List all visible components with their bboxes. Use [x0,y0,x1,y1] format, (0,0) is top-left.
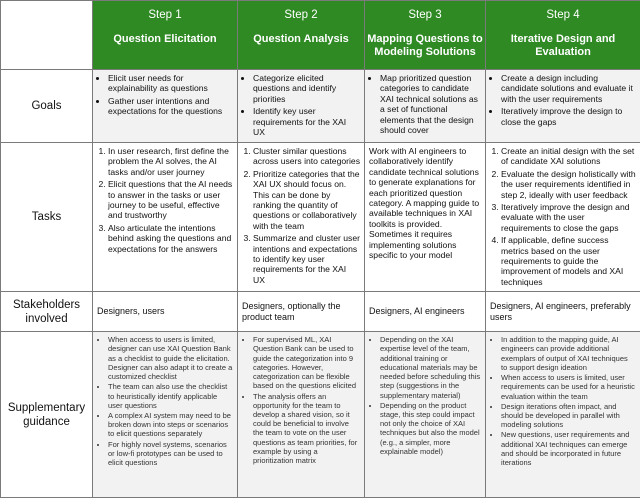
list-item: 2. Evaluate the design holistically with the user requirements identified in step 2, ideally with user feedback [501,169,636,200]
stakeholders-row [1,292,640,332]
list-item: • Depending on the XAI expertise level of the team, additional training or educational materials may be needed before scheduling this step (suggestions in the supplementary material) [380,335,481,399]
supplementary-step3 [365,332,486,498]
stakeholders-step3: Designers, AI engineers [365,292,486,332]
list-item: 3. Also articulate the intentions behind asking the questions and expectations for the answers [108,223,233,254]
goals-step4 [486,70,640,143]
step3-title: Mapping Questions to Modeling Solutions [365,33,485,59]
list-item: 1. In user research, first define the problem the AI solves, the AI tasks and/or user journey [108,146,233,177]
step1-header [93,1,238,70]
tasks-step4 [486,143,640,292]
tasks-step3 [365,143,486,292]
list-item: • Identify key user requirements for the XAI UX [253,106,360,137]
tasks-label: Tasks [1,143,93,292]
goals-row [1,70,640,143]
list-item: • Iteratively improve the design to close the gaps [501,106,636,127]
list-item: 3. Iteratively improve the design and evaluate with the user requirements to close the gaps [501,202,636,233]
list-item: • When access to users is limited, designer can use XAI Question Bank as a checklist to guide the elicitation. Designer can also adapt it to create a customized checklist [108,335,233,381]
list-item: • The team can also use the checklist to heuristically identify applicable user questions [108,382,233,410]
list-item: 4. If applicable, define success metrics based on the user requirements to guide the improvement of models and XAI techniques [501,235,636,287]
corner-cell [1,1,93,70]
step1-title: Question Elicitation [93,33,237,46]
list-item: • Depending on the product stage, this step could impact not only the choice of XAI techniques but also the model (e.g., a simpler, more explainable model) [380,401,481,456]
list-item: • For highly novel systems, scenarios or low-fi prototypes can be used to elicit questions [108,440,233,468]
goals-step1 [93,70,238,143]
step2-label: Step 2 [238,9,364,21]
list-item: • In addition to the mapping guide, AI engineers can provide additional exemplars of output of XAI techniques to support design ideation [501,335,636,372]
list-item: • Design iterations often impact, and should be developed in parallel with modeling solutions [501,402,636,430]
list-item: • Create a design including candidate solutions and evaluate it with the user requirements [501,73,636,104]
supplementary-step1 [93,332,238,498]
step2-header [238,1,365,70]
list-item: • A complex AI system may need to be broken down into steps or scenarios to elicit questions separately [108,411,233,439]
step4-header [486,1,640,70]
step3-label: Step 3 [365,9,485,21]
list-item: • Gather user intentions and expectations for the questions [108,96,233,117]
list-item: • Elicit user needs for explainability as questions [108,73,233,94]
goals-label: Goals [1,70,93,143]
supplementary-step2 [238,332,365,498]
list-item: • Map prioritized question categories to candidate XAI technical solutions as a set of functional elements that the design should cover [380,73,481,135]
stakeholders-step2: Designers, optionally the product team [238,292,365,332]
list-item: • New questions, user requirements and additional XAI techniques can emerge and should be incorporated in future iterations [501,430,636,467]
tasks-step1 [93,143,238,292]
list-item: • Categorize elicited questions and identify priorities [253,73,360,104]
list-item: 2. Prioritize categories that the XAI UX should focus on. This can be done by ranking the quantity of questions or collaboratively with the team [253,169,360,231]
tasks-row [1,143,640,292]
list-item: • For supervised ML, XAI Question Bank can be used to guide the categorization into 9 categories. However, categorization can be flexible based on the questions elicited [253,335,360,390]
supplementary-label: Supplementary guidance [1,332,93,498]
list-item: • The analysis offers an opportunity for the team to develop a shared vision, so it could be beneficial to involve the team to vote on the user questions as team priorities, for example by using a prioritization matrix [253,392,360,466]
step4-title: Iterative Design and Evaluation [486,33,640,59]
list-item: • When access to users is limited, user requirements can be used for a heuristic evaluation within the team [501,373,636,401]
goals-step3 [365,70,486,143]
stakeholders-step1: Designers, users [93,292,238,332]
supplementary-row [1,332,640,498]
list-item: 1. Create an initial design with the set of candidate XAI solutions [501,146,636,167]
step1-label: Step 1 [93,9,237,21]
stakeholders-step4: Designers, AI engineers, preferably users [486,292,640,332]
step3-header [365,1,486,70]
step4-label: Step 4 [486,9,640,21]
step2-title: Question Analysis [238,33,364,46]
goals-step2 [238,70,365,143]
list-item: 3. Summarize and cluster user intentions and expectations to identify key user requirements for the XAI UX [253,233,360,285]
supplementary-step4 [486,332,640,498]
list-item: 2. Elicit questions that the AI needs to answer in the tasks or user journey to be useful, effective and trustworthy [108,179,233,221]
header-row [1,1,640,70]
tasks-step2 [238,143,365,292]
list-item: 1. Cluster similar questions across users into categories [253,146,360,167]
stakeholders-label: Stakeholders involved [1,292,93,332]
tasks-step3-text: Work with AI engineers to collaboratively identify candidate technical solutions to generate explanations for each prioritized question category. A mapping guide to available techniques in XAI toolkits is provided. Sometimes it requires implementing solutions specific to your model [369,146,481,260]
